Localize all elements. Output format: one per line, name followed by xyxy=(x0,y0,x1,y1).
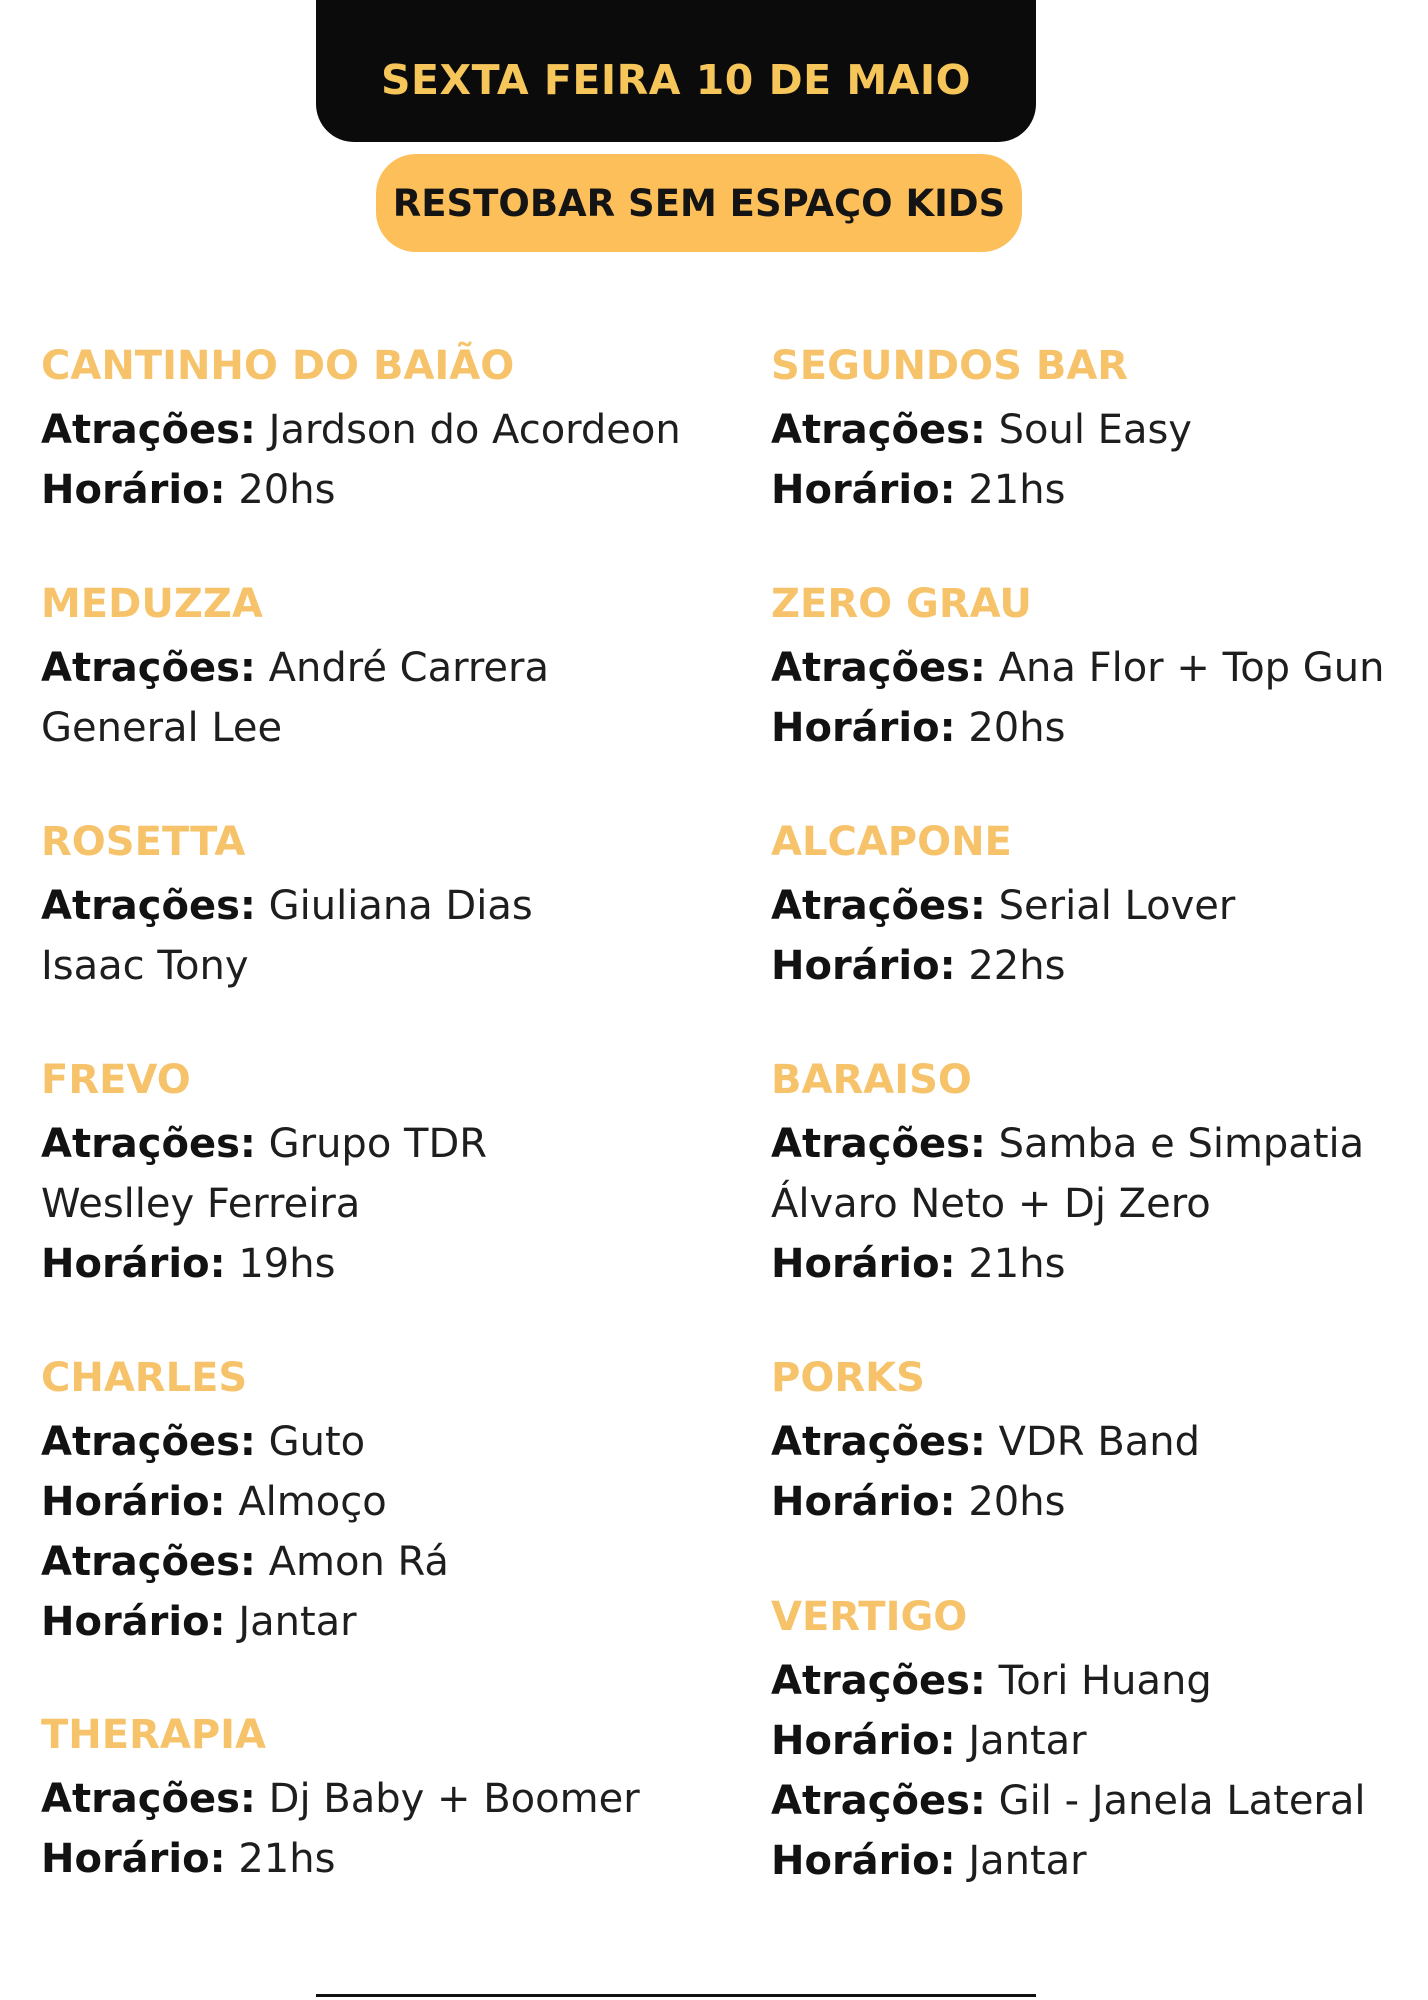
venue-name: SEGUNDOS BAR xyxy=(771,343,1129,389)
venue-alcapone xyxy=(771,816,1235,996)
attractions-line xyxy=(771,1771,1366,1831)
line-value: Isaac Tony xyxy=(41,943,249,989)
line-label: Horário: xyxy=(771,1241,956,1287)
venue-name: PORKS xyxy=(771,1355,925,1401)
line-label: Horário: xyxy=(771,1838,956,1884)
time-line xyxy=(41,1234,487,1294)
venue-type-badge xyxy=(376,154,1022,252)
venue-name: ROSETTA xyxy=(41,819,246,865)
line-label: Horário: xyxy=(41,467,226,513)
line-value: 19hs xyxy=(238,1241,336,1287)
venue-vertigo xyxy=(771,1591,1366,1891)
line-value: André Carrera xyxy=(268,645,549,691)
line-label: Atrações: xyxy=(41,1419,256,1465)
venue-name: BARAISO xyxy=(771,1057,972,1103)
line-value: Jantar xyxy=(238,1599,357,1645)
line-value: Gil - Janela Lateral xyxy=(998,1778,1366,1824)
venue-baraiso xyxy=(771,1054,1364,1294)
venue-name: CHARLES xyxy=(41,1355,248,1401)
line-label: Atrações: xyxy=(771,1419,986,1465)
venue-name: CANTINHO DO BAIÃO xyxy=(41,343,515,389)
attractions-line xyxy=(771,1651,1366,1711)
line-label: Horário: xyxy=(771,705,956,751)
line-value: Jantar xyxy=(968,1838,1087,1884)
line-value: Giuliana Dias xyxy=(268,883,533,929)
attractions-line xyxy=(771,638,1384,698)
date-banner xyxy=(316,0,1036,142)
venue-name: VERTIGO xyxy=(771,1594,968,1640)
time-line xyxy=(41,1592,449,1652)
venue-therapia xyxy=(41,1709,640,1889)
line-value: Ana Flor + Top Gun xyxy=(998,645,1385,691)
line-label: Atrações: xyxy=(771,883,986,929)
time-line xyxy=(771,1234,1364,1294)
line-value: Almoço xyxy=(238,1479,387,1525)
line-value: Álvaro Neto + Dj Zero xyxy=(771,1181,1211,1227)
time-line xyxy=(771,698,1384,758)
line-value: 20hs xyxy=(968,1479,1066,1525)
attractions-line xyxy=(41,1412,449,1472)
time-line xyxy=(41,1829,640,1889)
line-label: Horário: xyxy=(41,1599,226,1645)
line-value: Amon Rá xyxy=(268,1539,449,1585)
line-value: Grupo TDR xyxy=(268,1121,488,1167)
venue-segundos-bar xyxy=(771,340,1192,520)
line-label: Atrações: xyxy=(771,407,986,453)
venue-rosetta xyxy=(41,816,533,996)
line-label: Atrações: xyxy=(41,407,256,453)
line-value: 22hs xyxy=(968,943,1066,989)
line-value: Weslley Ferreira xyxy=(41,1181,361,1227)
time-line xyxy=(771,1711,1366,1771)
line-value: Tori Huang xyxy=(998,1658,1212,1704)
attractions-line xyxy=(41,638,549,698)
attractions-line xyxy=(41,1532,449,1592)
line-label: Horário: xyxy=(771,467,956,513)
line-value: 21hs xyxy=(968,1241,1066,1287)
venue-meduzza xyxy=(41,578,549,758)
line-label: Atrações: xyxy=(771,1121,986,1167)
time-line xyxy=(771,1831,1366,1891)
line-label: Horário: xyxy=(771,1718,956,1764)
line-label: Horário: xyxy=(41,1241,226,1287)
venue-name: ALCAPONE xyxy=(771,819,1012,865)
line-value: General Lee xyxy=(41,705,283,751)
line-label: Horário: xyxy=(41,1479,226,1525)
line-value: 21hs xyxy=(968,467,1066,513)
attractions-line xyxy=(771,876,1235,936)
time-line xyxy=(771,460,1192,520)
line-label: Atrações: xyxy=(771,645,986,691)
continuation-line xyxy=(41,698,549,758)
line-value: Jardson do Acordeon xyxy=(268,407,681,453)
venue-frevo xyxy=(41,1054,487,1294)
line-value: Dj Baby + Boomer xyxy=(268,1776,640,1822)
line-label: Horário: xyxy=(771,943,956,989)
line-value: 20hs xyxy=(238,467,336,513)
line-label: Horário: xyxy=(771,1479,956,1525)
line-label: Atrações: xyxy=(41,1121,256,1167)
attractions-line xyxy=(771,400,1192,460)
attractions-line xyxy=(771,1412,1200,1472)
continuation-line xyxy=(41,1174,487,1234)
line-label: Atrações: xyxy=(41,1539,256,1585)
line-label: Atrações: xyxy=(41,883,256,929)
continuation-line xyxy=(41,936,533,996)
venue-name: FREVO xyxy=(41,1057,191,1103)
venue-name: MEDUZZA xyxy=(41,581,263,627)
time-line xyxy=(41,460,681,520)
attractions-line xyxy=(41,876,533,936)
venue-zero-grau xyxy=(771,578,1384,758)
line-label: Atrações: xyxy=(771,1778,986,1824)
bottom-divider xyxy=(316,1994,1036,1997)
attractions-line xyxy=(41,1114,487,1174)
attractions-line xyxy=(41,1769,640,1829)
time-line xyxy=(41,1472,449,1532)
venue-cantinho-do-baiao xyxy=(41,340,681,520)
time-line xyxy=(771,936,1235,996)
line-label: Atrações: xyxy=(41,1776,256,1822)
attractions-line xyxy=(771,1114,1364,1174)
venue-name: THERAPIA xyxy=(41,1712,266,1758)
line-label: Horário: xyxy=(41,1836,226,1882)
event-date: SEXTA FEIRA 10 DE MAIO xyxy=(380,56,972,104)
line-value: VDR Band xyxy=(998,1419,1201,1465)
venue-charles xyxy=(41,1352,449,1652)
venue-type-label: RESTOBAR SEM ESPAÇO KIDS xyxy=(392,181,1006,225)
attractions-line xyxy=(41,400,681,460)
line-value: 20hs xyxy=(968,705,1066,751)
line-value: Jantar xyxy=(968,1718,1087,1764)
line-label: Atrações: xyxy=(771,1658,986,1704)
line-value: Guto xyxy=(268,1419,366,1465)
line-value: Serial Lover xyxy=(998,883,1236,929)
line-value: Samba e Simpatia xyxy=(998,1121,1365,1167)
line-label: Atrações: xyxy=(41,645,256,691)
line-value: 21hs xyxy=(238,1836,336,1882)
line-value: Soul Easy xyxy=(998,407,1192,453)
venue-name: ZERO GRAU xyxy=(771,581,1032,627)
continuation-line xyxy=(771,1174,1364,1234)
venue-porks xyxy=(771,1352,1200,1532)
time-line xyxy=(771,1472,1200,1532)
